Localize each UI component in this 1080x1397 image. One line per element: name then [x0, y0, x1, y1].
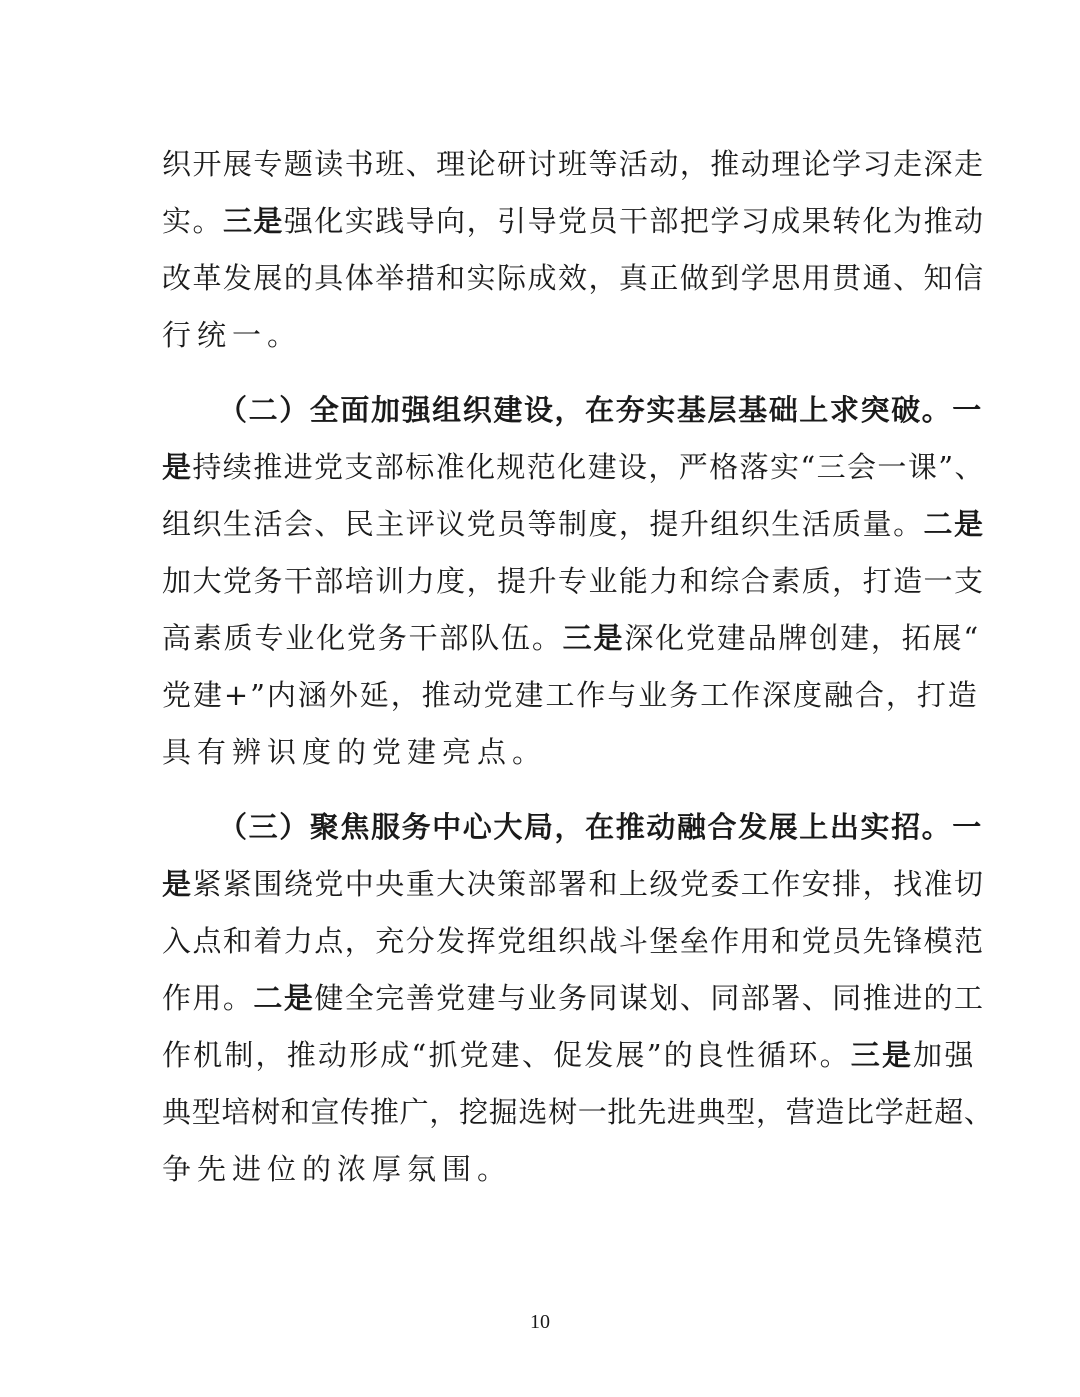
section-heading — [218, 390, 983, 430]
text-run: 实。 — [162, 204, 223, 238]
body-line — [162, 978, 984, 1018]
body-line — [162, 561, 984, 601]
text-run: 高素质专业化党务干部队伍。 — [162, 621, 563, 655]
bold-ordinal: 二是 — [253, 981, 315, 1015]
body-line — [162, 864, 984, 904]
text-run: 深化党建品牌创建，拓展“ — [624, 621, 981, 655]
body-line — [162, 504, 984, 544]
body-line — [162, 447, 985, 487]
body-line — [162, 675, 979, 715]
body-line — [162, 1092, 994, 1132]
text-run: 入点和着力点，充分发挥党组织战斗堡垒作用和党员先锋模范 — [162, 924, 985, 958]
bold-ordinal: 三是 — [562, 621, 625, 655]
text-run: 织开展专题读书班、理论研讨班等活动，推动理论学习走深走 — [162, 147, 985, 181]
text-run: 改革发展的具体举措和实际成效，真正做到学思用贯通、知信 — [162, 261, 985, 295]
page-number: 10 — [530, 1311, 550, 1333]
body-line — [162, 1149, 512, 1189]
text-run: 组织生活会、民主评议党员等制度，提升组织生活质量。 — [162, 507, 924, 541]
section-heading — [218, 807, 983, 847]
bold-ordinal: 是 — [162, 867, 193, 901]
text-run: 作用。 — [162, 981, 254, 1015]
bold-ordinal: 三是 — [222, 204, 284, 238]
text-run: 强化实践导向，引导党员干部把学习成果转化为推动 — [283, 204, 985, 238]
body-line — [162, 144, 984, 184]
text-run: 紧紧围绕党中央重大决策部署和上级党委工作安排，找准切 — [192, 867, 985, 901]
text-run: 健全完善党建与业务同谋划、同部署、同推进的工 — [314, 981, 985, 1015]
text-run: 具有辨识度的党建亮点。 — [162, 735, 548, 769]
heading-text: （二）全面加强组织建设，在夯实基层基础上求突破。一 — [218, 393, 983, 427]
text-run: 党建+”内涵外延，推动党建工作与业务工作深度融合，打造 — [162, 678, 979, 712]
body-line — [162, 921, 984, 961]
text-run: 争先进位的浓厚氛围。 — [162, 1152, 513, 1186]
text-run: 加强 — [913, 1038, 976, 1072]
body-line — [162, 1035, 976, 1075]
body-line — [162, 618, 980, 658]
text-run: 持续推进党支部标准化规范化建设，严格落实“三会一课”、 — [192, 450, 985, 484]
text-run: 作机制，推动形成“抓党建、促发展”的良性循环。 — [162, 1038, 851, 1072]
text-run: 典型培树和宣传推广，挖掘选树一批先进典型，营造比学赶超、 — [162, 1095, 994, 1129]
bold-ordinal: 三是 — [850, 1038, 914, 1072]
heading-text: （三）聚焦服务中心大局，在推动融合发展上出实招。一 — [218, 810, 983, 844]
body-line — [162, 201, 985, 241]
text-run: 加大党务干部培训力度，提升专业能力和综合素质，打造一支 — [162, 564, 985, 598]
body-line — [162, 315, 302, 355]
bold-ordinal: 是 — [162, 450, 193, 484]
bold-ordinal: 二是 — [923, 507, 985, 541]
text-run: 行统一。 — [162, 318, 303, 352]
body-line — [162, 732, 547, 772]
body-line — [162, 258, 984, 298]
